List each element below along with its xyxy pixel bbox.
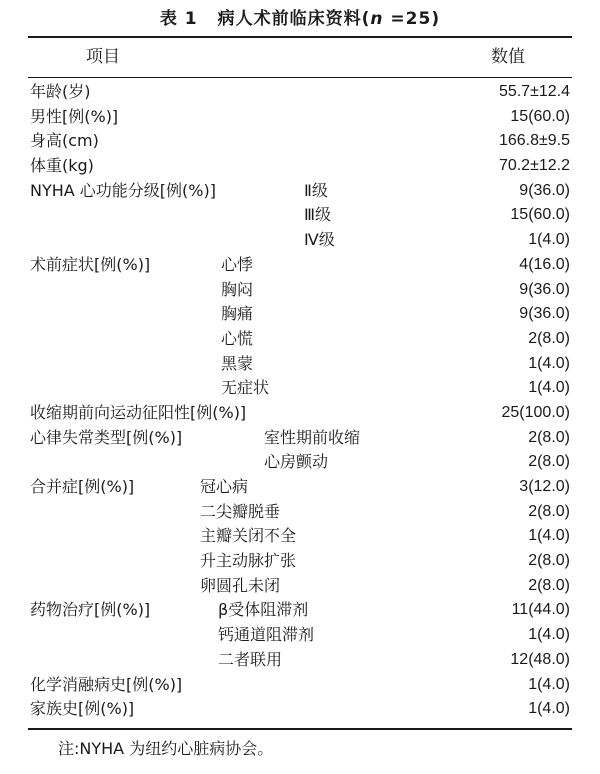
table-row — [28, 549, 572, 574]
table-row — [28, 598, 572, 623]
table-row — [28, 80, 572, 105]
row-sublabel: 黑蒙 — [221, 353, 254, 373]
table-row — [28, 623, 572, 648]
row-value: 15(60.0) — [510, 107, 570, 125]
row-label: 年龄(岁) — [30, 82, 91, 101]
row-value: 2(8.0) — [528, 329, 570, 347]
row-value: 2(8.0) — [528, 453, 570, 471]
row-value: 1(4.0) — [528, 675, 570, 693]
header-value: 数值 — [491, 47, 525, 67]
table-row — [28, 648, 572, 673]
row-value: 166.8±9.5 — [498, 132, 570, 150]
row-label: 药物治疗[例(%)] — [30, 600, 151, 620]
row-value: 1(4.0) — [528, 379, 570, 397]
table-row — [28, 278, 572, 303]
table-caption-title: 病人术前临床资料( — [217, 9, 371, 29]
row-value: 2(8.0) — [528, 576, 570, 594]
row-sublabel: 心慌 — [221, 328, 254, 348]
table-row — [28, 228, 572, 253]
row-label: 身高(cm) — [30, 131, 99, 151]
row-sublabel: Ⅲ级 — [304, 205, 332, 225]
row-sublabel: 心房颤动 — [264, 452, 329, 472]
row-label: 化学消融病史[例(%)] — [30, 674, 183, 694]
table-caption-count: =25) — [383, 9, 441, 29]
row-value: 1(4.0) — [528, 626, 570, 644]
row-sublabel: 心悸 — [221, 254, 254, 274]
row-sublabel: 二者联用 — [218, 649, 283, 669]
row-sublabel: 卵圆孔未闭 — [200, 575, 281, 595]
row-label: 术前症状[例(%)] — [30, 254, 151, 274]
row-sublabel: 升主动脉扩张 — [200, 551, 297, 571]
table-row — [28, 574, 572, 599]
table-caption-label: 表 1 — [159, 9, 198, 29]
header-item: 项目 — [86, 47, 120, 67]
table-row — [28, 129, 572, 154]
row-value: 3(12.0) — [519, 478, 570, 495]
row-label: 合并症[例(%)] — [30, 477, 135, 496]
row-value: 9(36.0) — [519, 305, 570, 323]
table-row — [28, 500, 572, 525]
row-value: 25(100.0) — [501, 403, 570, 421]
table-body — [28, 80, 572, 722]
row-sublabel: 胸痛 — [221, 304, 254, 324]
row-value: 15(60.0) — [510, 206, 570, 224]
table-row — [28, 426, 572, 451]
table-row — [28, 524, 572, 549]
table-row — [28, 475, 572, 500]
row-label: 男性[例(%)] — [30, 106, 119, 126]
row-sublabel: Ⅳ级 — [304, 230, 335, 250]
row-label: 体重(kg) — [30, 156, 94, 176]
row-value: 1(4.0) — [528, 354, 570, 372]
row-sublabel: Ⅱ级 — [304, 180, 328, 200]
row-value: 70.2±12.2 — [498, 157, 570, 175]
row-label: 家族史[例(%)] — [30, 699, 135, 719]
table-row — [28, 179, 572, 204]
row-sublabel: 胸闷 — [221, 279, 254, 299]
table-row — [28, 327, 572, 352]
row-sublabel: 主瓣关闭不全 — [200, 526, 297, 546]
row-sublabel: β受体阻滞剂 — [218, 600, 309, 620]
row-value: 9(36.0) — [519, 280, 570, 298]
row-value: 2(8.0) — [528, 552, 570, 570]
table-row — [28, 105, 572, 130]
row-value: 55.7±12.4 — [498, 83, 570, 100]
row-label: 收缩期前向运动征阳性[例(%)] — [30, 402, 247, 422]
row-sublabel: 钙通道阻滞剂 — [218, 625, 315, 645]
table-row — [28, 376, 572, 401]
table-row — [28, 154, 572, 179]
table-row — [28, 401, 572, 426]
table-row — [28, 450, 572, 475]
row-sublabel: 无症状 — [221, 378, 270, 398]
row-value: 2(8.0) — [528, 502, 570, 520]
table-footnote: 注:NYHA 为纽约心脏病协会。 — [58, 739, 274, 758]
table-row — [28, 673, 572, 698]
row-value: 9(36.0) — [519, 181, 570, 199]
table-row — [28, 203, 572, 228]
table-row — [28, 697, 572, 722]
row-sublabel: 冠心病 — [200, 477, 249, 496]
row-value: 2(8.0) — [528, 428, 570, 446]
table-row — [28, 253, 572, 278]
row-sublabel: 二尖瓣脱垂 — [200, 501, 281, 521]
row-value: 1(4.0) — [528, 231, 570, 249]
row-sublabel: 室性期前收缩 — [264, 427, 361, 447]
row-value: 11(44.0) — [511, 601, 570, 619]
table-row — [28, 302, 572, 327]
row-label: NYHA 心功能分级[例(%)] — [30, 180, 216, 200]
table-row — [28, 352, 572, 377]
row-value: 1(4.0) — [528, 527, 570, 545]
row-label: 心律失常类型[例(%)] — [30, 427, 183, 447]
row-value: 4(16.0) — [519, 255, 570, 273]
table-header-rule — [28, 77, 572, 78]
row-value: 12(48.0) — [510, 650, 570, 668]
table-caption — [0, 4, 600, 29]
table-bottom-rule — [28, 728, 572, 730]
table-caption-n: n — [370, 9, 384, 29]
row-value: 1(4.0) — [528, 700, 570, 718]
